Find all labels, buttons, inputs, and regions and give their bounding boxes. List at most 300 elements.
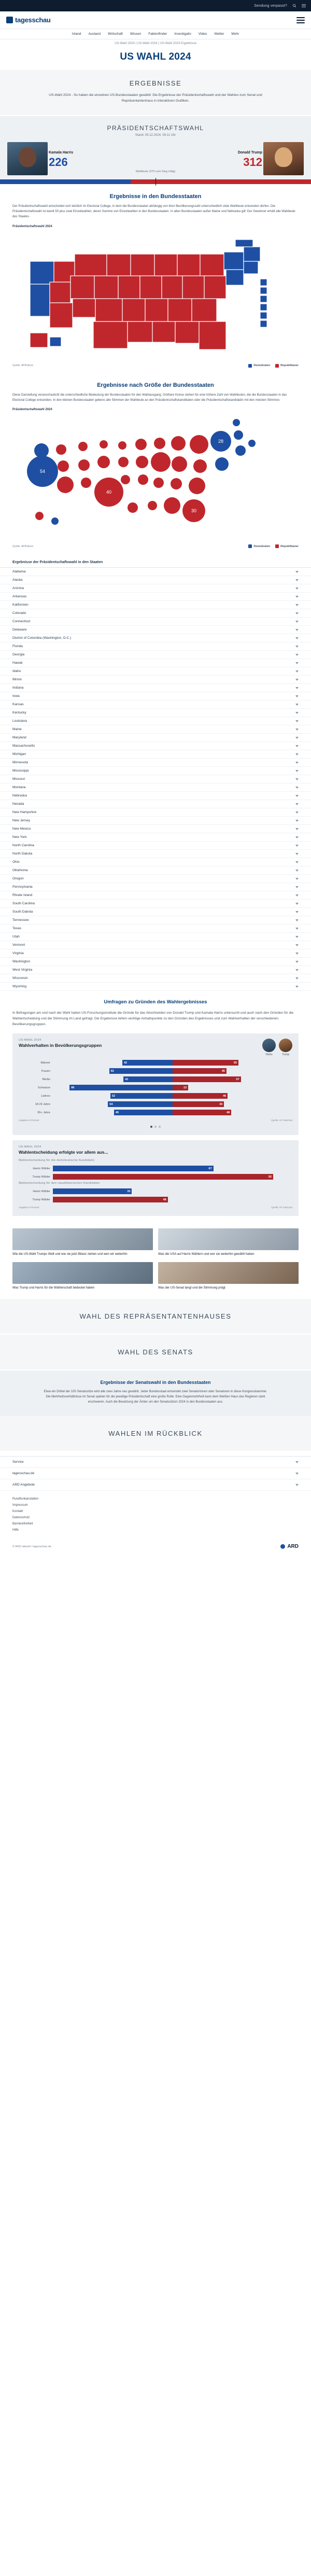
nav-item-7[interactable]: Wetter [214,32,224,36]
state-accordion-row[interactable] [0,933,311,941]
state-accordion-row[interactable] [0,866,311,875]
state-accordion-row[interactable] [0,584,311,593]
map1-legend [248,364,299,368]
map1-source: Quelle: AP/Edison [12,364,34,368]
svg-text:28: 28 [218,439,224,444]
teaser-item[interactable] [158,1262,299,1291]
state-name: Louisiana [12,719,27,723]
state-name: Montana [12,786,26,790]
state-accordion-row[interactable] [0,817,311,825]
poll-bar-value-rep: 55 [233,1061,237,1065]
chevron-down-icon [295,853,299,855]
trump-electoral-votes: 312 [243,156,262,169]
chevron-down-icon [295,720,299,722]
state-accordion-row[interactable] [0,767,311,775]
state-accordion-row[interactable] [0,701,311,709]
menu-icon[interactable] [302,4,306,8]
chevron-down-icon [295,944,299,946]
ard-logo[interactable] [280,1544,299,1549]
nav-item-2[interactable]: Wirtschaft [107,32,123,36]
states-accordion[interactable] [0,567,311,991]
chevron-down-icon [295,820,299,822]
footer-accordion-row[interactable] [0,1479,311,1491]
state-name: Oklahoma [12,869,28,873]
state-name: Connecticut [12,620,31,624]
state-name: Wyoming [12,985,27,989]
poll2-source: Quelle: AP VoteCast [271,1206,292,1209]
state-accordion-row[interactable] [0,692,311,701]
hamburger-menu-icon[interactable] [296,17,305,23]
state-name: Illinois [12,678,22,682]
nav-item-6[interactable]: Video [198,32,207,36]
breadcrumb: US-Wahl 2024 | US-Wahl 2024 | US-Wahl 2024 Ergebnisse [0,39,311,46]
footer-link-barrierefreiheit[interactable]: Barrierefreiheit [12,1522,33,1526]
trump-photo [263,142,304,175]
states-accordion-title: Ergebnisse der Präsidentschaftswahl in den Staaten [12,561,103,565]
poll-bar-label: Frauen [41,1069,50,1073]
chevron-down-icon [295,646,299,648]
state-accordion-row[interactable] [0,750,311,759]
state-name: Florida [12,645,23,649]
retrospective-band: WAHLEN IM RÜCKBLICK [0,1416,311,1451]
state-accordion-row[interactable] [0,825,311,833]
state-name: Rhode Island [12,893,33,898]
poll-card-demographics [12,1033,299,1135]
poll-bar-value-rep: 57 [236,1077,239,1081]
chevron-down-icon [295,621,299,623]
nav-item-8[interactable]: Mehr [231,32,239,36]
harris-electoral-votes: 226 [49,156,68,169]
chevron-down-icon [295,836,299,838]
poll-bar-value-dem: 52 [111,1094,116,1098]
state-name: Alaska [12,578,23,582]
footer-accordion-label: tagesschau.de [12,1472,35,1476]
carousel-dot-2[interactable] [154,1126,157,1128]
state-name: Oregon [12,877,24,881]
brand-name: tagesschau [15,16,51,24]
teaser-item[interactable] [12,1262,153,1291]
poll1-source: Quelle: AP VoteCast [271,1119,292,1122]
chevron-down-icon [295,704,299,706]
chevron-down-icon [295,961,299,963]
search-icon[interactable] [292,4,296,8]
senate-results-heading: Ergebnisse der Senatswahl in den Bundesstaaten [100,1379,211,1385]
site-logo[interactable] [6,16,51,24]
chevron-down-icon [295,770,299,772]
logo-mark-icon [6,17,13,23]
poll2-subhead-rep: Wahlentscheidung für den republikanischen Kandidaten [19,1182,100,1185]
us-map-svg[interactable] [12,231,299,361]
state-name: New Hampshire [12,810,37,815]
state-accordion-row[interactable] [0,568,311,576]
chevron-down-icon [295,878,299,880]
poll-bar-value: 33 [127,1189,131,1193]
map2-legend [248,544,299,548]
electoral-bar-dem [0,179,131,184]
copyright: © ARD-aktuell / tagesschau.de [12,1545,51,1548]
house-election-band: WAHL DES REPRÄSENTANTENHAUSES [0,1299,311,1334]
poll2-kicker: US-WAHL 2024 [19,1145,41,1149]
map2-label: Präsidentschaftswahl 2024 [12,408,52,412]
poll-bar-value-rep: 49 [227,1111,230,1114]
poll-bar-value-dem: 49 [115,1111,119,1114]
poll-bar-row [19,1068,292,1074]
poll-bar-value-rep: 46 [223,1094,227,1098]
state-name: Wisconsin [12,976,28,981]
state-accordion-row[interactable] [0,659,311,667]
state-name: North Dakota [12,852,33,856]
state-name: New Jersey [12,819,30,823]
state-accordion-row[interactable] [0,651,311,659]
chevron-down-icon [295,571,299,573]
legend2-label-rep: Republikaner [280,544,299,548]
chevron-down-icon [295,986,299,988]
presidential-timestamp: Stand: 05.12.2024, 09:11 Uhr [135,134,176,137]
legend2-label-dem: Demokraten [253,544,271,548]
state-name: District of Columbia (Washington, D.C.) [12,636,72,640]
state-accordion-row[interactable] [0,900,311,908]
poll1-bar-chart [19,1059,292,1116]
poll1-kicker: US-WAHL 2024 [19,1039,41,1042]
state-name: North Carolina [12,844,34,848]
footer-accordion-label: Service [12,1460,24,1464]
state-accordion-row[interactable] [0,717,311,725]
chevron-down-icon [295,670,299,673]
state-name: Maine [12,727,22,732]
chevron-down-icon [295,894,299,897]
poll-bar-value-dem: 54 [109,1102,113,1106]
map2-footer [12,544,299,548]
state-name: Idaho [12,669,21,674]
chevron-down-icon [295,919,299,921]
poll-bar-value: 92 [268,1175,272,1179]
state-accordion-row[interactable] [0,783,311,792]
svg-text:40: 40 [106,489,112,495]
polls-intro: In Befragungen am und nach der Wahl haben US-Forschungsinstitute die Gründe für das Abschneiden von Donald Trump und Kamala Harris untersucht und auch nach den Gründen für die Wahlentscheidung und die Stimmung im Land gefragt. Die Ergebnisse liefern wichtige Anhaltspunkte zu den Gründen des Ergebnisses und zum Wahlverhalten der verschiedenen Bevölkerungsgruppen. [12,1011,294,1027]
teaser-image [158,1228,299,1250]
state-name: Washington [12,960,31,964]
state-accordion-row[interactable] [0,808,311,817]
chevron-down-icon [295,654,299,656]
candidate-row [0,142,311,175]
poll-bar-value: 48 [163,1198,166,1201]
senate-election-band: WAHL DES SENATS [0,1335,311,1369]
state-accordion-row[interactable] [0,742,311,750]
poll1-candidate-thumbs [262,1039,292,1056]
poll2-bar-chart-b [19,1188,292,1203]
senate-results-section [0,1370,311,1417]
chevron-down-icon [295,845,299,847]
teaser-item[interactable] [12,1228,153,1257]
state-name: Indiana [12,686,24,690]
state-name: Alabama [12,570,26,574]
poll-bar-label: 18-29 Jahre [35,1102,50,1106]
chevron-down-icon [295,778,299,780]
state-accordion-row[interactable] [0,642,311,651]
legend-swatch-dem [248,364,252,368]
poll-bar-row [19,1093,292,1099]
nav-item-4[interactable]: Faktenfinder [148,32,167,36]
chevron-down-icon [295,828,299,830]
state-accordion-row[interactable] [0,593,311,601]
chevron-down-icon [295,679,299,681]
chevron-down-icon [295,604,299,606]
candidate-harris [7,142,48,175]
chevron-down-icon [295,629,299,631]
chevron-down-icon [295,795,299,797]
teaser-image [12,1228,153,1250]
poll-bar-value-rep: 45 [221,1069,225,1073]
poll-bar-value-dem: 86 [71,1086,75,1089]
state-accordion-row[interactable] [0,709,311,717]
footer-link-kontakt[interactable]: Kontakt [12,1510,23,1514]
poll-bar-value-rep: 43 [219,1102,223,1106]
footer-link-hilfe[interactable]: Hilfe [12,1529,19,1532]
poll2-unit: Angaben in Prozent [19,1206,39,1209]
state-accordion-row[interactable] [0,759,311,767]
chevron-down-icon [295,579,299,581]
state-accordion-row[interactable] [0,609,311,618]
state-accordion-row[interactable] [0,858,311,866]
teaser-image [12,1262,153,1284]
state-accordion-row[interactable] [0,842,311,850]
map1-label: Präsidentschaftswahl 2024 [12,225,52,228]
map2-description: Diese Darstellung veranschaulicht die unterschiedliche Bedeutung der Bundesstaaten für den Wahlausgang: Größere Kreise stehen für eine höhere Zahl von Wahlleuten, die die Bundesstaaten in das Electoral College entsenden. In den kleinen Bundesstaaten gebens alle Stimmen der Wahlleute an den Präsidentschaftskandidaten oder die Präsidentschaftskandidatin mit den meisten Stimmen. [12,393,287,402]
poll-bar-label: Männer [40,1061,50,1065]
state-accordion-row[interactable] [0,734,311,742]
state-name: Massachusetts [12,744,35,748]
state-name: Kalifornien [12,603,29,607]
legend-label-rep: Republikaner [280,364,299,368]
poll-bar-label: Harris Wähler [33,1167,50,1170]
poll-bar-row [19,1101,292,1108]
state-accordion-row[interactable] [0,983,311,991]
chevron-down-icon [295,737,299,739]
state-accordion-row[interactable] [0,883,311,891]
teaser-headline[interactable]: Was die USA auf Harris Wählern und wer sie weiterhin gewählt haben [158,1253,255,1256]
state-accordion-row[interactable] [0,891,311,900]
state-name: South Carolina [12,902,35,906]
teaser-item[interactable] [158,1228,299,1257]
state-accordion-row[interactable] [0,601,311,609]
electoral-vote-bar [0,179,311,184]
nav-item-5[interactable]: Investigativ [174,32,191,36]
chevron-down-icon [295,787,299,789]
poll1-title: Wahlverhalten in Bevölkerungsgruppen [19,1043,102,1048]
state-name: Hawaii [12,661,23,665]
chevron-down-icon [295,745,299,747]
page-title: US WAHL 2024 [120,51,191,62]
poll-bar-row [19,1173,292,1180]
chevron-down-icon [295,712,299,714]
poll1-carousel-dots[interactable] [19,1126,292,1128]
sendung-verpasst-link[interactable]: Sendung verpasst? [254,4,287,8]
state-name: Vermont [12,943,25,947]
electoral-vote-summary [48,151,263,175]
carousel-dot-3[interactable] [159,1126,161,1128]
chevron-down-icon [295,596,299,598]
state-name: Texas [12,927,21,931]
svg-text:54: 54 [39,469,46,474]
poll1-trump-name: Trump [281,1053,290,1057]
chevron-down-icon [295,936,299,938]
poll1-trump-thumb [279,1039,292,1052]
poll-bar-label: 65+ Jahre [37,1111,50,1114]
poll-bar-label: Trump Wähler [32,1175,50,1179]
cartogram-section [0,373,311,553]
state-accordion-row[interactable] [0,916,311,925]
chevron-down-icon [295,587,299,590]
teaser-grid [0,1221,311,1298]
trump-name: Donald Trump [237,151,262,155]
state-name: Arizona [12,586,24,591]
state-accordion-row[interactable] [0,941,311,949]
results-intro-section [0,70,311,115]
chevron-down-icon [295,811,299,814]
state-accordion-row[interactable] [0,618,311,626]
state-accordion-row[interactable] [0,850,311,858]
teaser-headline[interactable]: Wie die US-Wahl Trumps Welt und wie sie jetzt Bilanz ziehen und wen wir weiterhin [12,1253,128,1256]
state-accordion-row[interactable] [0,800,311,808]
cartogram-svg[interactable] [12,414,299,541]
footer-accordion-row[interactable] [0,1468,311,1479]
poll1-harris-name: Harris [265,1053,273,1057]
presidential-heading: PRÄSIDENTSCHAFTSWAHL [107,124,204,132]
poll2-bar-chart-a [19,1165,292,1180]
map1-heading: Ergebnisse in den Bundesstaaten [109,193,202,200]
chevron-down-icon [295,687,299,689]
main-navigation [0,29,311,39]
ard-dot-icon [280,1544,285,1549]
results-heading: ERGEBNISSE [129,79,182,87]
chevron-down-icon [295,903,299,905]
nav-item-0[interactable]: Inland [72,32,81,36]
state-accordion-row[interactable] [0,908,311,916]
state-name: Iowa [12,694,20,698]
state-accordion-row[interactable] [0,958,311,966]
state-name: Utah [12,935,20,939]
chevron-down-icon [295,911,299,913]
state-accordion-row[interactable] [0,792,311,800]
poll-bar-row [19,1196,292,1203]
candidate-trump [263,142,304,175]
state-accordion-row[interactable] [0,875,311,883]
poll-bar-row [19,1165,292,1172]
state-name: Minnesota [12,761,28,765]
state-accordion-row[interactable] [0,676,311,684]
state-accordion-row[interactable] [0,667,311,676]
poll-bar-row [19,1188,292,1195]
teaser-headline[interactable]: Was Trump und Harris für die Wählerschaft bedeutet haben [12,1286,95,1290]
nav-item-3[interactable]: Wissen [130,32,142,36]
poll-bar-label: Schwarze [37,1086,50,1089]
chevron-down-icon [295,695,299,697]
chevron-down-icon [295,662,299,664]
poll-bar-value-dem: 53 [110,1069,114,1073]
ard-brand: ARD [287,1544,299,1550]
state-accordion-row[interactable] [0,949,311,958]
state-name: Delaware [12,628,27,632]
state-name: Kansas [12,703,24,707]
nav-item-1[interactable]: Ausland [88,32,101,36]
state-accordion-row[interactable] [0,974,311,983]
poll-bar-value-rep: 13 [183,1086,187,1089]
state-name: Colorado [12,611,26,615]
state-accordion-row[interactable] [0,833,311,842]
teaser-headline[interactable]: Was der US-Senat langt und die Stimmung prägt [158,1286,225,1290]
presidential-result-card [0,116,311,184]
polls-heading: Umfragen zu Gründen des Wahlergebnisses [104,999,207,1005]
state-accordion-row[interactable] [0,684,311,692]
senate-results-text: Etwa ein Drittel der 100 Senatssitze wird alle zwei Jahre neu gewählt. Jeder Bundesstaat entsendet zwei Senatorinnen oder Senatoren in diese Kongresskammer. Die Mehrheitsverhältnisse im Senat spielen für die jeweilige Präsidentschaft eine große Rolle: Eine Gegenmehrheit kann dem Weißen Haus das Regieren stark erschweren. Auch die Besetzung der Ämter um den Senatssitzen 2024 in den Bundesstaaten aus. [44,1390,267,1404]
state-name: West Virginia [12,968,33,972]
state-name: Missouri [12,777,25,781]
poll-card-motivation [12,1140,299,1216]
state-accordion-row[interactable] [0,725,311,734]
poll-bar-row [19,1109,292,1116]
poll-bar-row [19,1084,292,1091]
carousel-dot-1[interactable] [150,1126,152,1128]
state-accordion-row[interactable] [0,775,311,783]
state-name: Mississippi [12,769,29,773]
chevron-down-icon [295,1461,299,1463]
state-accordion-row[interactable] [0,576,311,584]
chevron-down-icon [295,637,299,639]
state-name: Kentucky [12,711,26,715]
us-bubble-cartogram[interactable] [12,414,299,541]
footer-bottom [0,1538,311,1558]
footer-accordion-row[interactable] [0,1457,311,1468]
chevron-down-icon [295,612,299,614]
map2-heading: Ergebnisse nach Größe der Bundesstaaten [97,382,214,388]
electoral-vote-label: Wahlleute (270 zum Sieg nötig) [135,170,176,174]
footer-link-impressum[interactable]: Impressum [12,1504,28,1507]
harris-photo [7,142,48,175]
results-description: US-Wahl 2024 - So haben die einzelnen US-Bundesstaaten gewählt: Die Ergebnisse der Präsidentschaftswahl und der Wahlen zum Senat und Repräsentantenhaus in interaktiven Grafiken. [49,93,262,103]
poll-bar-row [19,1059,292,1066]
us-choropleth-map[interactable] [12,231,299,361]
chevron-down-icon [295,969,299,971]
chevron-down-icon [295,762,299,764]
legend2-swatch-rep [275,544,279,548]
state-accordion-row[interactable] [0,966,311,974]
state-accordion-row[interactable] [0,925,311,933]
poll-bar-label: Weiße [42,1077,50,1081]
poll-bar-value: 67 [208,1167,212,1170]
map1-footer [12,364,299,368]
footer-accordion-label: ARD Angebote [12,1483,35,1487]
utility-bar [0,0,311,11]
state-accordion-row[interactable] [0,626,311,634]
state-accordion-row[interactable] [0,634,311,642]
chevron-down-icon [295,928,299,930]
poll-bar-label: Harris Wähler [33,1189,50,1193]
chevron-down-icon [295,729,299,731]
footer-links [0,1491,311,1538]
footer-accordion [0,1456,311,1491]
footer-links-title: Rundfunkanstalten [12,1497,39,1501]
state-name: Maryland [12,736,26,740]
poll1-harris-thumb [262,1039,276,1052]
poll-bar-label: Trump Wähler [32,1198,50,1201]
state-name: Georgia [12,653,25,657]
state-name: Nevada [12,802,24,806]
poll-bar-label: Latinos [41,1094,50,1098]
chevron-down-icon [295,886,299,888]
footer-link-datenschutz[interactable]: Datenschutz [12,1516,30,1520]
poll1-unit: Angaben in Prozent [19,1119,39,1122]
harris-name: Kamala Harris [49,151,74,155]
